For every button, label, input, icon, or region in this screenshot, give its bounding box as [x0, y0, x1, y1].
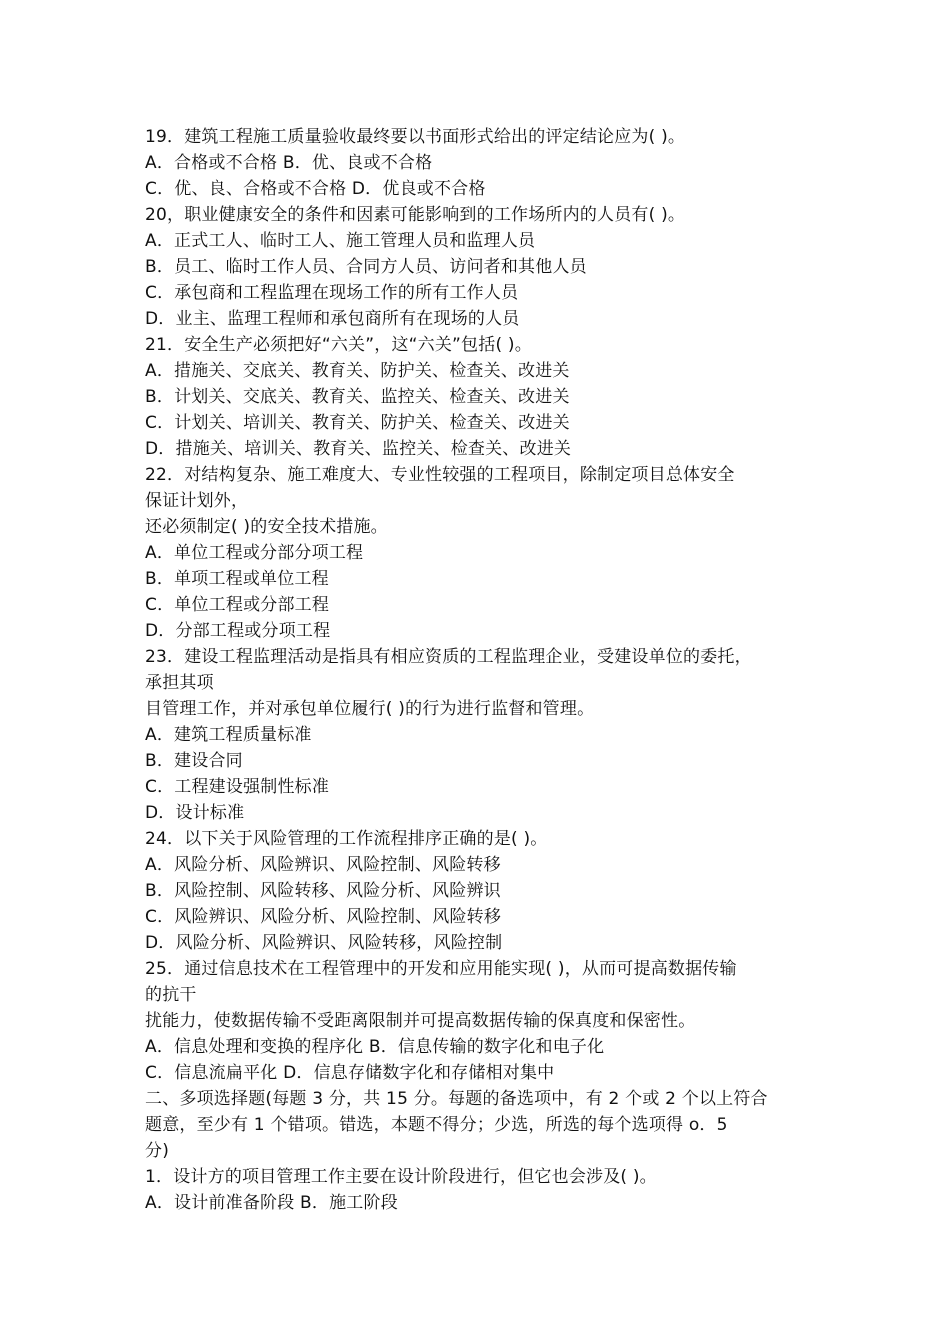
text-line: A．合格或不合格 B．优、良或不合格: [145, 153, 433, 173]
text-line: D．业主、监理工程师和承包商所有在现场的人员: [145, 309, 520, 329]
text-line: B．单项工程或单位工程: [145, 569, 329, 589]
text-line: C．承包商和工程监理在现场工作的所有工作人员: [145, 283, 519, 303]
text-line: D．分部工程或分项工程: [145, 621, 331, 641]
text-line: 的抗干: [145, 985, 197, 1005]
document-page: [145, 124, 813, 1216]
text-line: 1．设计方的项目管理工作主要在设计阶段进行，但它也会涉及( )。: [145, 1167, 657, 1187]
text-line: 保证计划外，: [145, 491, 249, 511]
text-line: D．措施关、培训关、教育关、监控关、检查关、改进关: [145, 439, 572, 459]
text-line: A．正式工人、临时工人、施工管理人员和监理人员: [145, 231, 536, 251]
text-line: 24．以下关于风险管理的工作流程排序正确的是( )。: [145, 829, 548, 849]
text-line: D．风险分析、风险辨识、风险转移，风险控制: [145, 933, 503, 953]
text-line: 19．建筑工程施工质量验收最终要以书面形式给出的评定结论应为( )。: [145, 127, 686, 147]
text-line: 21．安全生产必须把好“六关”，这“六关”包括( )。: [145, 335, 532, 355]
text-line: A．措施关、交底关、教育关、防护关、检查关、改进关: [145, 361, 570, 381]
text-line: A．建筑工程质量标准: [145, 725, 312, 745]
text-line: C．信息流扁平化 D．信息存储数字化和存储相对集中: [145, 1063, 555, 1083]
text-line: 22．对结构复杂、施工难度大、专业性较强的工程项目，除制定项目总体安全: [145, 465, 735, 485]
text-line: A．单位工程或分部分项工程: [145, 543, 364, 563]
text-line: 还必须制定( )的安全技术措施。: [145, 517, 388, 537]
text-line: A．设计前准备阶段 B．施工阶段: [145, 1193, 398, 1213]
text-line: C．计划关、培训关、教育关、防护关、检查关、改进关: [145, 413, 570, 433]
text-line: 分): [145, 1141, 170, 1161]
text-line: B．计划关、交底关、教育关、监控关、检查关、改进关: [145, 387, 570, 407]
text-line: 扰能力，使数据传输不受距离限制并可提高数据传输的保真度和保密性。: [145, 1011, 696, 1031]
text-line: C．优、良、合格或不合格 D．优良或不合格: [145, 179, 486, 199]
text-line: B．员工、临时工作人员、合同方人员、访问者和其他人员: [145, 257, 587, 277]
text-line: B．风险控制、风险转移、风险分析、风险辨识: [145, 881, 501, 901]
text-line: 目管理工作，并对承包单位履行( )的行为进行监督和管理。: [145, 699, 595, 719]
text-line: C．单位工程或分部工程: [145, 595, 330, 615]
text-line: A．风险分析、风险辨识、风险控制、风险转移: [145, 855, 501, 875]
text-line: D．设计标准: [145, 803, 245, 823]
text-line: 23．建设工程监理活动是指具有相应资质的工程监理企业，受建设单位的委托，: [145, 647, 752, 667]
text-line: B．建设合同: [145, 751, 243, 771]
text-line: A．信息处理和变换的程序化 B．信息传输的数字化和电子化: [145, 1037, 605, 1057]
text-line: C．风险辨识、风险分析、风险控制、风险转移: [145, 907, 502, 927]
text-line: C．工程建设强制性标准: [145, 777, 330, 797]
text-line: 承担其项: [145, 673, 214, 693]
text-line: 题意，至少有 1 个错项。错选，本题不得分；少选，所选的每个选项得 o．5: [145, 1115, 728, 1135]
text-line: 20，职业健康安全的条件和因素可能影响到的工作场所内的人员有( )。: [145, 205, 686, 225]
text-line: 二、多项选择题(每题 3 分，共 15 分。每题的备选项中，有 2 个或 2 个以上符合: [145, 1089, 768, 1109]
text-line: 25．通过信息技术在工程管理中的开发和应用能实现( )，从而可提高数据传输: [145, 959, 737, 979]
